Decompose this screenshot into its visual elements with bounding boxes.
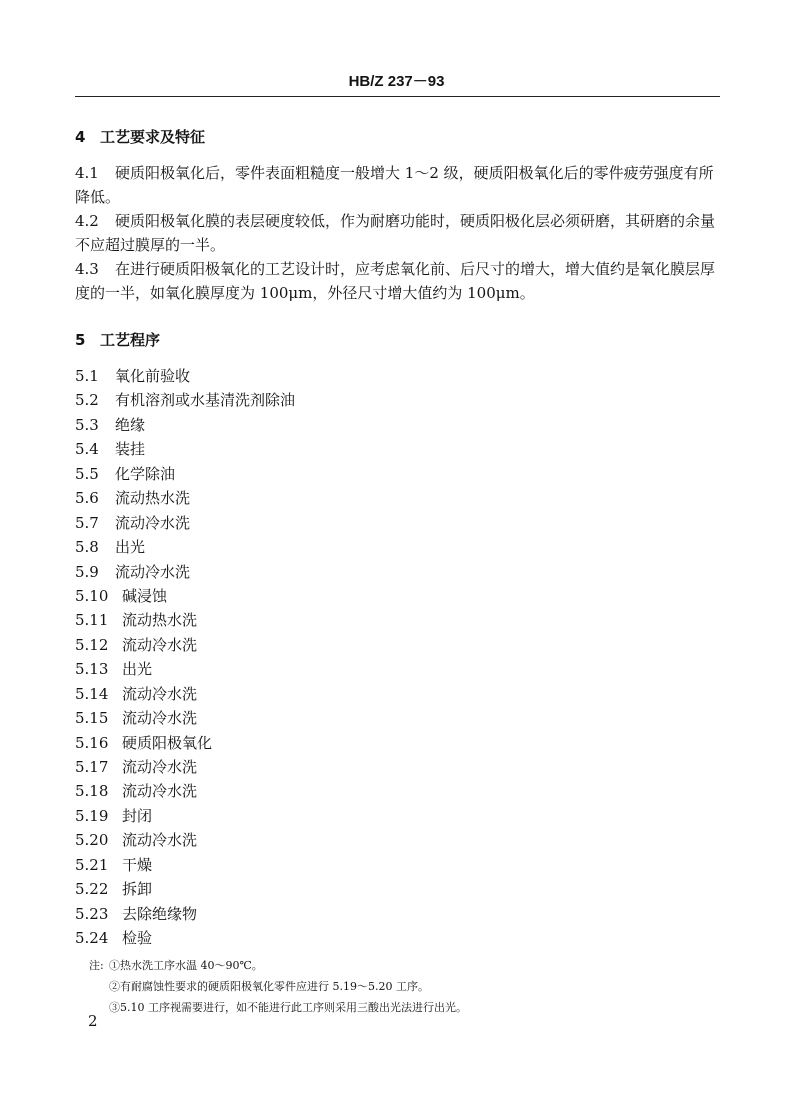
step-number: 5.19 bbox=[75, 806, 109, 825]
list-item bbox=[75, 926, 720, 950]
step-number: 5.2 bbox=[75, 391, 99, 410]
list-item bbox=[75, 706, 720, 730]
page-number: 2 bbox=[88, 1012, 98, 1030]
step-text: 流动冷水洗 bbox=[122, 782, 198, 801]
paragraph-number: 4.3 bbox=[75, 260, 99, 278]
step-number: 5.7 bbox=[75, 513, 99, 532]
section-heading: 工艺要求及特征 bbox=[100, 128, 206, 146]
step-number: 5.24 bbox=[75, 929, 109, 948]
list-item bbox=[75, 486, 720, 510]
step-text: 检验 bbox=[122, 929, 153, 948]
list-item bbox=[75, 388, 720, 412]
step-number: 5.17 bbox=[75, 758, 109, 776]
list-item bbox=[75, 413, 720, 437]
list-item bbox=[75, 511, 720, 535]
step-number: 5.8 bbox=[75, 538, 99, 557]
step-text: 流动冷水洗 bbox=[122, 684, 198, 703]
paragraph-4-2 bbox=[75, 209, 720, 257]
paragraph-number: 4.1 bbox=[75, 164, 99, 182]
list-item bbox=[75, 755, 720, 779]
step-text: 碱浸蚀 bbox=[122, 586, 168, 605]
list-item bbox=[75, 437, 720, 461]
list-item bbox=[75, 560, 720, 584]
page-content bbox=[75, 118, 720, 1018]
list-item bbox=[75, 853, 720, 877]
note-item bbox=[75, 997, 720, 1018]
step-number: 5.13 bbox=[75, 660, 109, 679]
note-text: 5.10 工序视需要进行，如不能进行此工序则采用三酸出光法进行出光。 bbox=[120, 1000, 467, 1014]
note-item bbox=[75, 955, 720, 976]
step-text: 去除绝缘物 bbox=[122, 904, 198, 923]
step-text: 拆卸 bbox=[122, 880, 153, 899]
paragraph-number: 4.2 bbox=[75, 212, 99, 230]
step-number: 5.15 bbox=[75, 709, 109, 728]
step-text: 流动冷水洗 bbox=[115, 562, 191, 581]
step-text: 流动冷水洗 bbox=[122, 635, 198, 654]
step-number: 5.4 bbox=[75, 440, 99, 459]
list-item bbox=[75, 731, 720, 755]
process-steps-list bbox=[75, 364, 720, 951]
list-item bbox=[75, 902, 720, 926]
step-text: 流动冷水洗 bbox=[122, 709, 198, 728]
step-number: 5.5 bbox=[75, 464, 99, 483]
paragraph-text: 硬质阳极氧化后，零件表面粗糙度一般增大 1～2 级，硬质阳极氧化后的零件疲劳强度有所降低。 bbox=[75, 164, 714, 206]
step-number: 5.11 bbox=[75, 611, 109, 630]
section-number: 4 bbox=[75, 128, 86, 146]
paragraph-4-1 bbox=[75, 161, 720, 209]
step-number: 5.3 bbox=[75, 415, 99, 434]
step-number: 5.12 bbox=[75, 635, 109, 654]
step-text: 干燥 bbox=[122, 855, 153, 874]
step-text: 流动冷水洗 bbox=[122, 758, 198, 776]
list-item bbox=[75, 535, 720, 559]
step-text: 氧化前验收 bbox=[115, 367, 191, 385]
step-number: 5.23 bbox=[75, 904, 109, 923]
note-text: 热水洗工序水温 40～90℃。 bbox=[120, 958, 263, 972]
paragraph-text: 硬质阳极氧化膜的表层硬度较低，作为耐磨功能时，硬质阳极化层必须研磨，其研磨的余量不应超过膜厚的一半。 bbox=[75, 212, 716, 254]
step-text: 硬质阳极氧化 bbox=[122, 733, 213, 752]
step-number: 5.6 bbox=[75, 489, 99, 508]
list-item bbox=[75, 584, 720, 608]
step-text: 有机溶剂或水基清洗剂除油 bbox=[115, 391, 296, 410]
note-mark: ① bbox=[109, 958, 120, 972]
list-item bbox=[75, 828, 720, 852]
list-item bbox=[75, 804, 720, 828]
list-item bbox=[75, 779, 720, 803]
step-number: 5.14 bbox=[75, 684, 109, 703]
notes-label: 注: bbox=[89, 958, 104, 972]
list-item bbox=[75, 462, 720, 486]
step-text: 装挂 bbox=[115, 440, 146, 459]
step-number: 5.18 bbox=[75, 782, 109, 801]
list-item bbox=[75, 682, 720, 706]
paragraph-4-3 bbox=[75, 257, 720, 305]
note-item bbox=[75, 976, 720, 997]
section-number: 5 bbox=[75, 331, 86, 349]
step-text: 绝缘 bbox=[115, 415, 146, 434]
step-text: 流动冷水洗 bbox=[115, 513, 191, 532]
standard-code: HB/Z 237－93 bbox=[348, 73, 445, 90]
step-text: 流动冷水洗 bbox=[122, 831, 198, 850]
list-item bbox=[75, 877, 720, 901]
list-item bbox=[75, 633, 720, 657]
section-5-title bbox=[75, 330, 720, 350]
note-text: 有耐腐蚀性要求的硬质阳极氧化零件应进行 5.19～5.20 工序。 bbox=[120, 979, 429, 993]
step-number: 5.1 bbox=[75, 367, 99, 385]
step-number: 5.20 bbox=[75, 831, 109, 850]
note-mark: ② bbox=[109, 979, 120, 993]
step-number: 5.10 bbox=[75, 586, 109, 605]
document-header bbox=[0, 70, 793, 91]
step-text: 出光 bbox=[115, 538, 146, 557]
header-divider bbox=[75, 96, 720, 97]
list-item bbox=[75, 608, 720, 632]
step-text: 化学除油 bbox=[115, 464, 176, 483]
list-item bbox=[75, 364, 720, 388]
paragraph-text: 在进行硬质阳极氧化的工艺设计时，应考虑氧化前、后尺寸的增大，增大值约是氧化膜层厚度的一半，如氧化膜厚度为 100μm，外径尺寸增大值约为 100μm。 bbox=[75, 260, 716, 302]
section-heading: 工艺程序 bbox=[100, 331, 161, 349]
notes-block bbox=[75, 955, 720, 1018]
step-text: 出光 bbox=[122, 660, 153, 679]
note-mark: ③ bbox=[109, 1000, 120, 1014]
step-number: 5.21 bbox=[75, 855, 109, 874]
list-item bbox=[75, 657, 720, 681]
section-4-title bbox=[75, 127, 720, 147]
step-number: 5.9 bbox=[75, 562, 99, 581]
step-text: 流动热水洗 bbox=[115, 489, 191, 508]
step-text: 流动热水洗 bbox=[122, 611, 198, 630]
step-number: 5.16 bbox=[75, 733, 109, 752]
step-number: 5.22 bbox=[75, 880, 109, 899]
step-text: 封闭 bbox=[122, 806, 153, 825]
